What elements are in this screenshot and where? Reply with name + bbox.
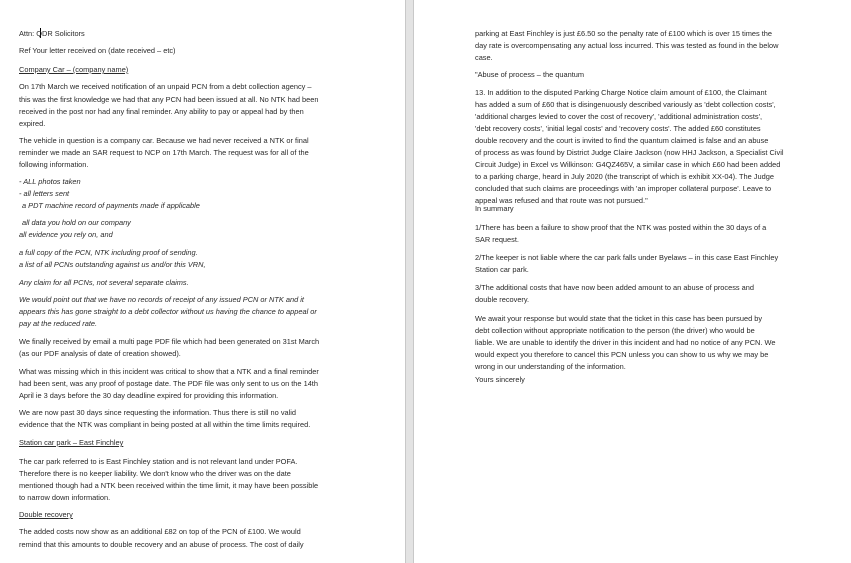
left-text-line: - all letters sent	[19, 189, 70, 198]
document-page-left[interactable]	[0, 0, 405, 563]
left-text-line: reminder we made an SAR request to NCP on 17th March. The request was for all of the	[19, 148, 309, 157]
left-text-line: this was the first knowledge we had that any PCN had been issued at all. No NTK had been	[19, 95, 319, 104]
right-text-line: 'debt recovery costs', 'initial legal costs' and 'recovery costs'. The added £60 constitutes	[475, 124, 761, 133]
left-text-line: What was missing which in this incident was critical to show that a NTK and a final reminder	[19, 367, 319, 376]
right-text-line: would expect you therefore to cancel this PCN unless you can show to us why we may be	[475, 350, 769, 359]
left-text-line: a full copy of the PCN, NTK including proof of sending.	[19, 248, 198, 257]
right-text-line: 13. In addition to the disputed Parking Charge Notice claim amount of £100, the Claimant	[475, 88, 767, 97]
right-text-line: concluded that such claims are proceedings with 'an improper collateral purpose'. Leave to	[475, 184, 772, 193]
left-text-line: The car park referred to is East Finchley station and is not relevant land under POFA.	[19, 457, 298, 466]
left-text-line: to narrow down information.	[19, 493, 111, 502]
left-text-line: - ALL photos taken	[19, 177, 81, 186]
left-text-line: Attn: QDR Solicitors	[19, 29, 85, 38]
left-text-line: Therefore there is no keeper liability. We don't know who the driver was on the date	[19, 469, 291, 478]
right-text-line: of process as was found by District Judge Claire Jackson (now HHJ Jackson, a Specialist Civil	[475, 148, 784, 157]
left-text-line: all evidence you rely on, and	[19, 230, 113, 239]
right-text-line: has added a sum of £60 that is disingenuously described variously as 'debt collection costs',	[475, 100, 776, 109]
left-text-line: We are now past 30 days since requesting the information. Thus there is still no valid	[19, 408, 297, 417]
right-text-line: Circuit Judge) in Excel vs Wilkinson: G4QZ465V, a similar case in which £60 had been added	[475, 160, 781, 169]
left-text-line: The added costs now show as an additional £82 on top of the PCN of £100. We would	[19, 527, 301, 536]
right-text-line: double recovery and the court is invited to find the quantum claimed is false and an abuse	[475, 136, 769, 145]
left-text-line: all data you hold on our company	[22, 218, 131, 227]
left-text-line: remind that this amounts to double recovery and an abuse of process. The cost of daily	[19, 540, 304, 549]
right-text-line: SAR request.	[475, 235, 519, 244]
left-text-line: a PDT machine record of payments made if applicable	[22, 201, 200, 210]
right-text-line: case.	[475, 53, 493, 62]
left-text-line: Company Car – (company name)	[19, 65, 129, 74]
left-text-line: On 17th March we received notification of an unpaid PCN from a debt collection agency –	[19, 82, 312, 91]
left-text-line: Any claim for all PCNs, not several separate claims.	[19, 278, 189, 287]
left-text-line: had been sent, was any proof of postage date. The PDF file was only sent to us on the 14th	[19, 379, 318, 388]
left-text-line: Double recovery	[19, 510, 73, 519]
right-text-line: parking at East Finchley is just £6.50 so the penalty rate of £100 which is over 15 times the	[475, 29, 773, 38]
right-text-line: We await your response but would state that the ticket in this case has been pursued by	[475, 314, 763, 323]
left-text-line: The vehicle in question is a company car. Because we had never received a NTK or final	[19, 136, 309, 145]
right-text-line: In summary	[475, 204, 514, 213]
left-text-line: evidence that the NTK was compliant in being posted at all within the time limits required.	[19, 420, 311, 429]
left-text-line: Station car park – East Finchley	[19, 438, 124, 447]
right-text-line: to a parking charge, heard in July 2020 (the transcript of which is exhibit XX-04). The Judge	[475, 172, 774, 181]
left-text-line: following information.	[19, 160, 89, 169]
right-text-line: appeal was refused and that route was not pursued."	[475, 196, 648, 205]
right-text-line: 2/The keeper is not liable where the car park falls under Byelaws – in this case East Finchley	[475, 253, 779, 262]
left-text-line: We finally received by email a multi page PDF file which had been generated on 31st March	[19, 337, 320, 346]
left-text-line: received in the post nor had any final reminder. Any ability to pay or appeal had by then	[19, 107, 304, 116]
left-text-line: (as our PDF analysis of date of creation showed).	[19, 349, 181, 358]
right-text-line: 1/There has been a failure to show proof that the NTK was posted within the 30 days of a	[475, 223, 767, 232]
right-text-line: Yours sincerely	[475, 375, 525, 384]
right-text-line: double recovery.	[475, 295, 530, 304]
right-text-line: 3/The additional costs that have now been added amount to an abuse of process and	[475, 283, 754, 292]
right-text-line: "Abuse of process – the quantum	[475, 70, 585, 79]
left-text-line: We would point out that we have no records of receipt of any issued PCN or NTK and it	[19, 295, 304, 304]
document-page-right[interactable]	[414, 0, 851, 563]
left-text-line: April ie 3 days before the 30 day deadline expired for providing this information.	[19, 391, 279, 400]
left-text-line: Ref Your letter received on (date received – etc)	[19, 46, 176, 55]
right-text-line: day rate is overcompensating any actual loss incurred. This was tested as found in the below	[475, 41, 779, 50]
right-text-line: Station car park.	[475, 265, 529, 274]
left-text-line: appears this has gone straight to a debt collector without us having the chance to appeal or	[19, 307, 317, 316]
page-gap-divider	[405, 0, 414, 563]
left-text-line: pay at the reduced rate.	[19, 319, 98, 328]
left-text-line: expired.	[19, 119, 46, 128]
left-text-line: mentioned though had a NTK been received within the time limit, it may have been possible	[19, 481, 319, 490]
left-text-line: a list of all PCNs outstanding against us and/or this VRN,	[19, 260, 206, 269]
right-text-line: liable. We are unable to identify the driver in this incident and had no notice of any PCN. We	[475, 338, 776, 347]
right-text-line: 'additional charges levied to cover the cost of recovery', 'additional administration costs',	[475, 112, 763, 121]
right-text-line: wrong in our understanding of the information.	[475, 362, 626, 371]
right-text-line: debt collection without appropriate notification to the person (the driver) who would be	[475, 326, 755, 335]
